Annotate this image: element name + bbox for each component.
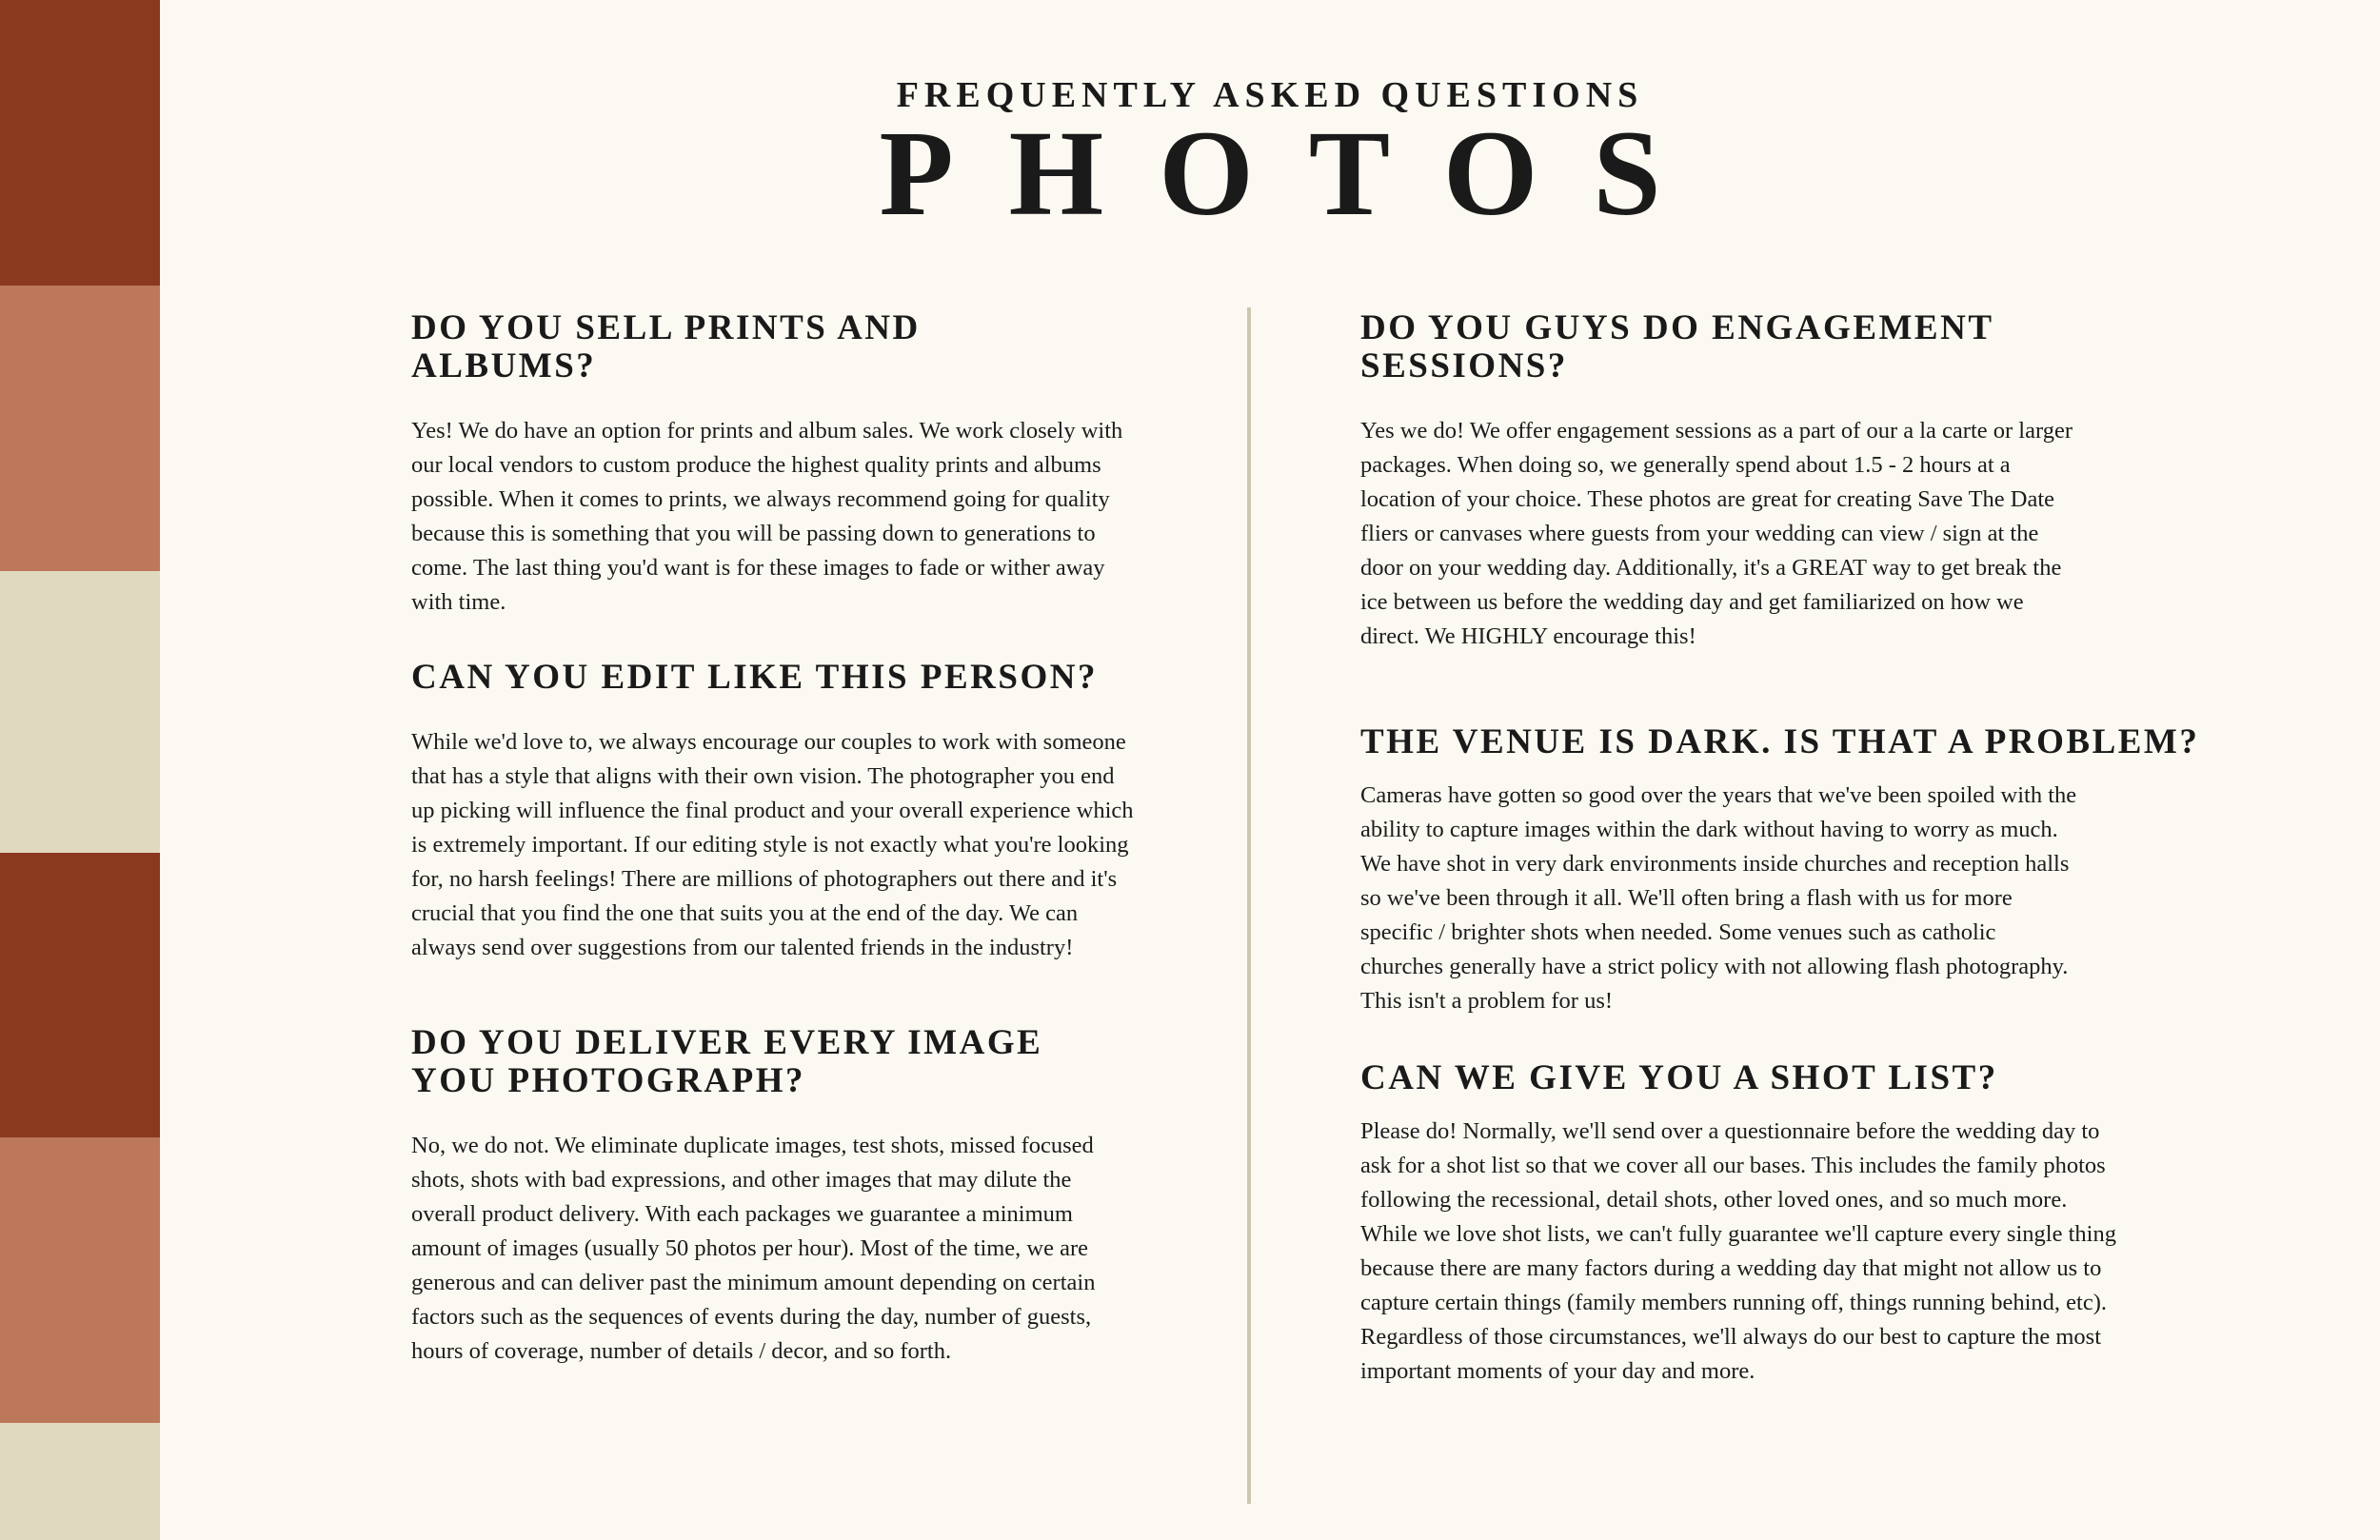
page-eyebrow: FREQUENTLY ASKED QUESTIONS (896, 75, 1644, 115)
faq-answer: Please do! Normally, we'll send over a questionnaire before the wedding day to ask for a shot list so that we cover all our bases. This includes the family photos following the recessional, detail shots, other loved ones, and so much more. While we love shot lists, we can't fully guarantee we'll capture every single thing because there are many factors during a wedding day that might not allow us to capture certain things (family members running off, things running behind, etc). Regardless of those circumstances, we'll always do our best to capture the most important moments of your day and more. (1360, 1118, 2116, 1384)
stripe-light (0, 1423, 160, 1540)
faq-item (411, 659, 1249, 965)
faq-item (1360, 1059, 2236, 1389)
faq-question: DO YOU SELL PRINTS AND ALBUMS? (411, 308, 921, 385)
faq-question: DO YOU DELIVER EVERY IMAGE YOU PHOTOGRAPH? (411, 1023, 1043, 1100)
faq-answer: Cameras have gotten so good over the years that we've been spoiled with the ability to capture images within the dark without having to worry as much. We have shot in very dark environments inside churches and reception halls so we've been through it all. We'll often bring a flash with us for more specific / brighter shots when needed. Some venues such as catholic churches generally have a strict policy with not allowing flash photography. This isn't a problem for us! (1360, 782, 2077, 1014)
faq-answer: Yes! We do have an option for prints and album sales. We work closely with our local vendors to custom produce the highest quality prints and albums possible. When it comes to prints, we always recommend going for quality because this is something that you will be passing down to generations to come. The last thing you'd want is for these images to fade or wither away with time. (411, 418, 1123, 615)
faq-answer: No, we do not. We eliminate duplicate images, test shots, missed focused shots, shots with bad expressions, and other images that may dilute the overall product delivery. With each packages we guarantee a minimum amount of images (usually 50 photos per hour). Most of the time, we are generous and can deliver past the minimum amount depending on certain factors such as the sequences of events during the day, number of guests, hours of coverage, number of details / decor, and so forth. (411, 1133, 1096, 1364)
page-title: PHOTOS (879, 106, 1716, 241)
stripe-dark (0, 0, 160, 286)
faq-question: THE VENUE IS DARK. IS THAT A PROBLEM? (1360, 722, 2200, 761)
faq-item (1360, 309, 2236, 654)
faq-question: DO YOU GUYS DO ENGAGEMENT SESSIONS? (1360, 308, 1993, 385)
stripe-mid (0, 1137, 160, 1423)
stripe-mid (0, 286, 160, 571)
color-stripe-bar (0, 0, 160, 1540)
faq-question: CAN YOU EDIT LIKE THIS PERSON? (411, 658, 1098, 697)
stripe-dark (0, 853, 160, 1137)
faq-item (411, 309, 1249, 620)
faq-question: CAN WE GIVE YOU A SHOT LIST? (1360, 1058, 1998, 1097)
stripe-light (0, 571, 160, 853)
faq-item (1360, 723, 2236, 1018)
faq-item (411, 1024, 1249, 1369)
faq-answer: Yes we do! We offer engagement sessions as a part of our a la carte or larger packages. When doing so, we generally spend about 1.5 - 2 hours at a location of your choice. These photos are great for creating Save The Date fliers or canvases where guests from your wedding can view / sign at the door on your wedding day. Additionally, it's a GREAT way to get break the ice between us before the wedding day and get familiarized on how we direct. We HIGHLY encourage this! (1360, 418, 2073, 649)
faq-answer: While we'd love to, we always encourage our couples to work with someone that has a style that aligns with their own vision. The photographer you end up picking will influence the final product and your overall experience which is extremely important. If our editing style is not exactly what you're looking for, no harsh feelings! There are millions of photographers out there and it's crucial that you find the one that suits you at the end of the day. We can always send over suggestions from our talented friends in the industry! (411, 729, 1134, 960)
